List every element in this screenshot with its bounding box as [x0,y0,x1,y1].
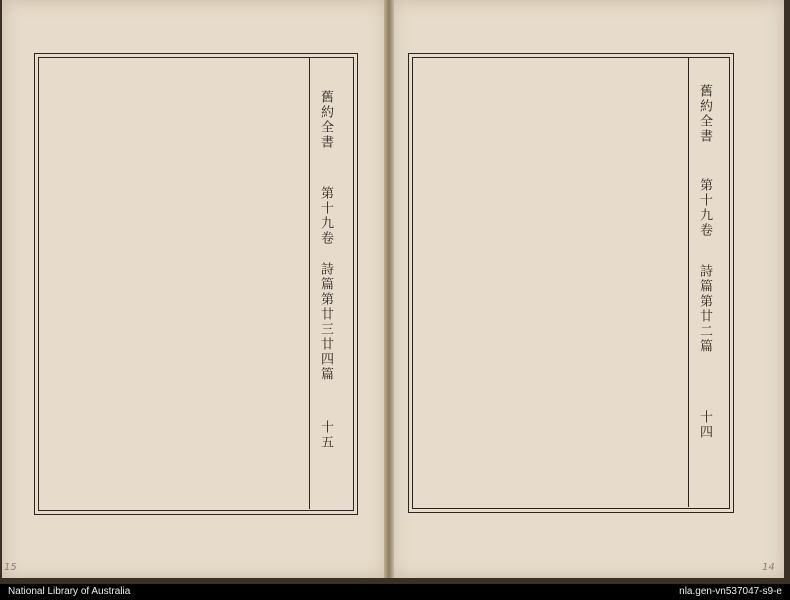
right-page-number: 十四 [697,410,712,440]
right-header-band-divider [688,57,689,507]
right-page-inner-frame [412,57,730,509]
book-spine [384,0,394,578]
left-section: 詩篇第廿三廿四篇 [318,262,333,382]
footer-bar [0,584,790,600]
right-corner-mark: 14 [762,562,775,573]
right-section: 詩篇第廿二篇 [697,264,712,354]
footer-identifier: nla.gen-vn537047-s9-e [679,586,782,597]
left-corner-mark: 15 [4,562,17,573]
footer-library: National Library of Australia [8,586,131,597]
left-page-number: 十五 [318,420,333,450]
left-page-inner-frame [38,57,354,511]
left-header-band-divider [309,57,310,509]
right-volume: 第十九卷 [697,178,712,238]
left-book-title: 舊約全書 [318,90,333,150]
right-book-title: 舊約全書 [697,84,712,144]
left-volume: 第十九卷 [318,186,333,246]
